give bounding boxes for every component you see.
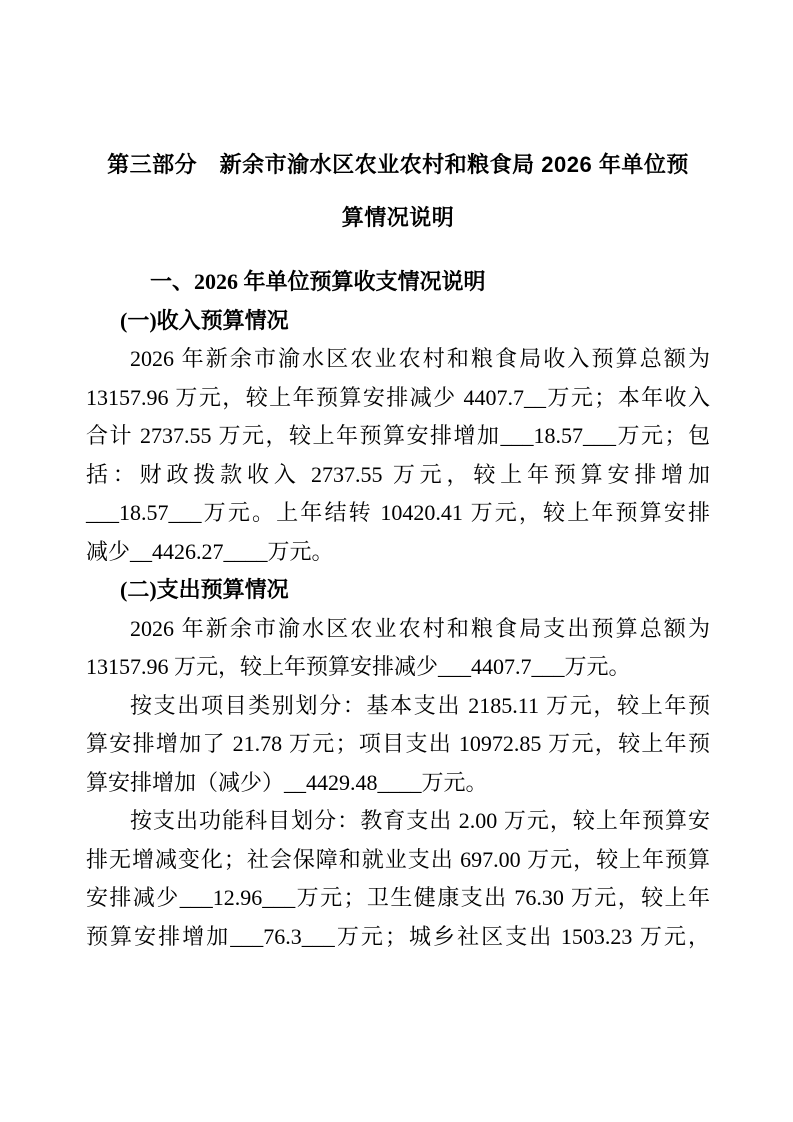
paragraph-line: 排无增减变化；社会保障和就业支出 697.00 万元，较上年预算 (86, 846, 710, 872)
paragraph-line: 合计 2737.55 万元，较上年预算安排增加___18.57___万元；包 (86, 423, 710, 448)
subsection-heading-income: (一)收入预算情况 (120, 307, 289, 333)
paragraph-line: 2026 年新余市渝水区农业农村和粮食局支出预算总额为 (130, 615, 710, 641)
document-title (86, 138, 710, 244)
subsection-heading-expenditure: (二)支出预算情况 (120, 577, 289, 602)
document-content (86, 0, 710, 956)
paragraph-line: 13157.96 万元，较上年预算安排减少___4407.7___万元。 (86, 654, 631, 679)
section-heading-1: 一、2026 年单位预算收支情况说明 (150, 269, 486, 294)
paragraph-line: 算安排增加（减少）__4429.48____万元。 (86, 769, 488, 795)
paragraph-line: 按支出功能科目划分：教育支出 2.00 万元，较上年预算安 (130, 808, 710, 833)
paragraph-line: 按支出项目类别划分：基本支出 2185.11 万元，较上年预 (130, 692, 710, 718)
title-line-1: 第三部分 新余市渝水区农业农村和粮食局 2026 年单位预 (107, 152, 689, 177)
paragraph-line: ___18.57___万元。上年结转 10420.41 万元，较上年预算安排 (86, 500, 710, 525)
paragraph-line: 算安排增加了 21.78 万元；项目支出 10972.85 万元，较上年预 (86, 731, 710, 756)
paragraph-line: 预算安排增加___76.3___万元；城乡社区支出 1503.23 万元， (86, 923, 710, 949)
title-line-2: 算情况说明 (341, 205, 455, 230)
paragraph-line: 减少__4426.27____万元。 (86, 538, 334, 564)
paragraph-line: 2026 年新余市渝水区农业农村和粮食局收入预算总额为 (130, 346, 710, 371)
paragraph-line: 安排减少___12.96___万元；卫生健康支出 76.30 万元，较上年 (86, 885, 710, 910)
document-body (86, 263, 710, 956)
paragraph-line: 13157.96 万元，较上年预算安排减少 4407.7__万元；本年收入 (86, 384, 710, 410)
paragraph-line: 括：财政拨款收入 2737.55 万元，较上年预算安排增加 (86, 461, 710, 487)
